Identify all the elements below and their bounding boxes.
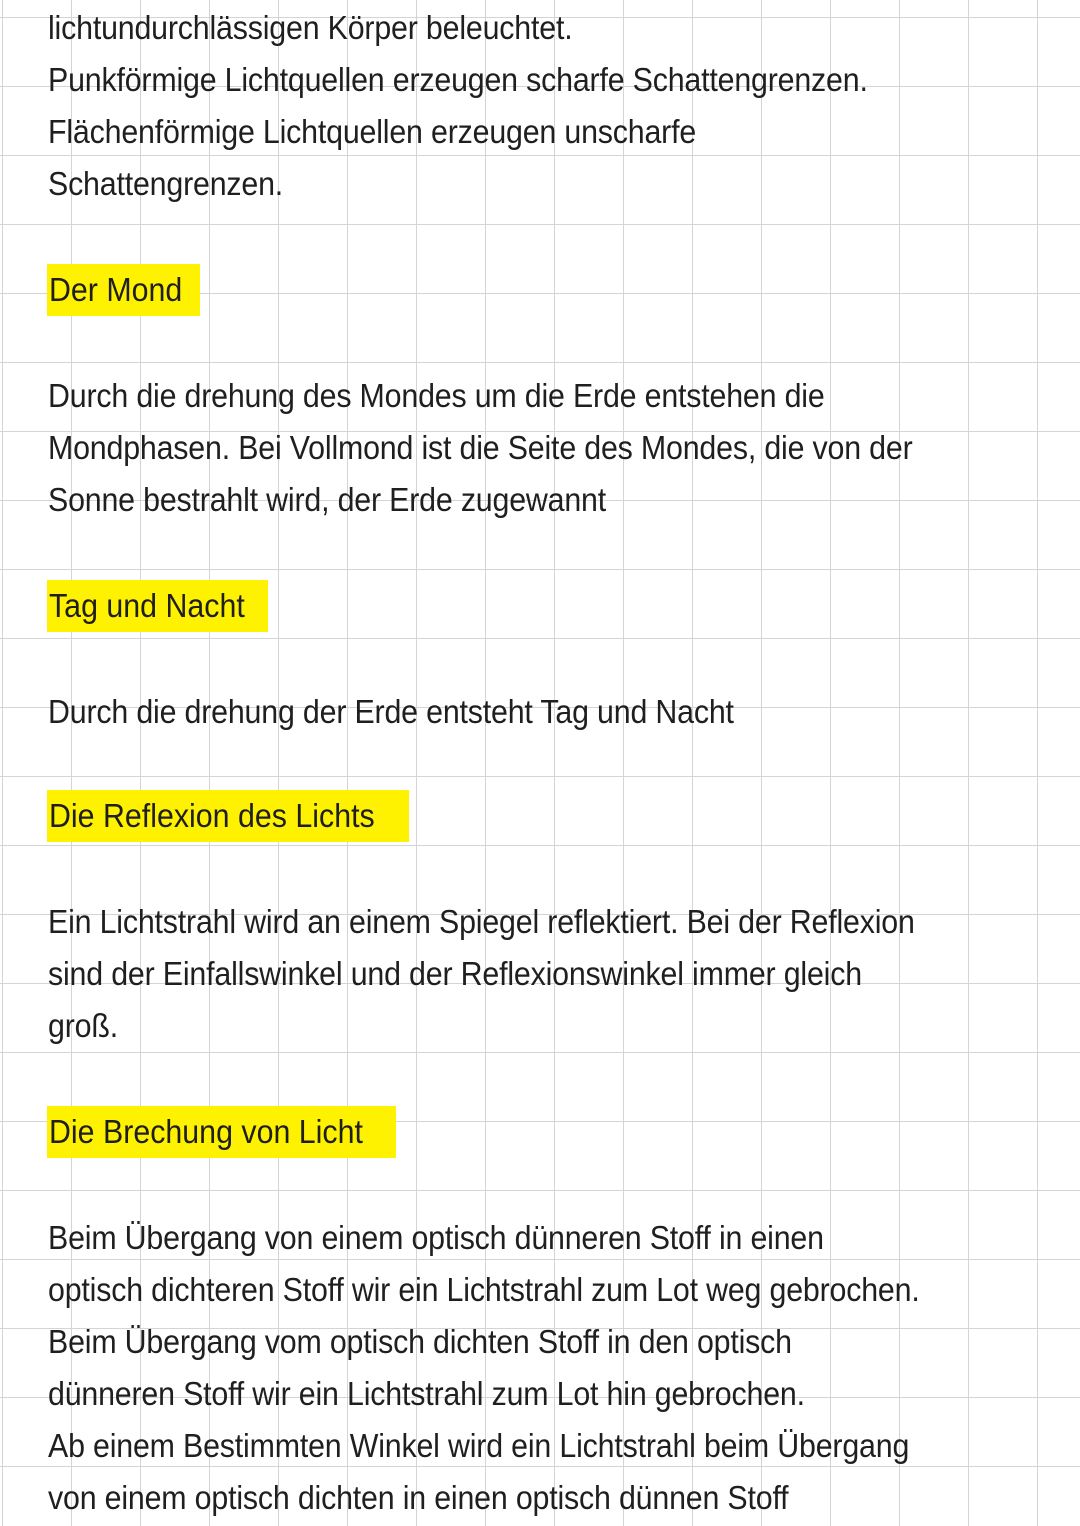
paragraph-line: Durch die drehung des Mondes um die Erde entstehen die — [48, 377, 825, 414]
intro-line: lichtundurchlässigen Körper beleuchtet. — [48, 9, 573, 46]
paragraph-line: Sonne bestrahlt wird, der Erde zugewannt — [48, 481, 607, 518]
paragraph-line: Mondphasen. Bei Vollmond ist die Seite des Mondes, die von der — [48, 429, 913, 466]
section-heading-der-mond — [47, 264, 200, 316]
section-heading-tag-und-nacht — [47, 580, 268, 632]
paragraph-line: Ab einem Bestimmten Winkel wird ein Lichtstrahl beim Übergang — [48, 1427, 910, 1464]
paragraph-line: groß. — [48, 1007, 118, 1044]
paragraph-line: Ein Lichtstrahl wird an einem Spiegel reflektiert. Bei der Reflexion — [48, 903, 915, 940]
section-heading-text: Die Brechung von Licht — [49, 1113, 363, 1150]
intro-line: Schattengrenzen. — [48, 165, 284, 202]
section-heading-brechung — [47, 1106, 396, 1158]
section-heading-text: Die Reflexion des Lichts — [49, 797, 375, 834]
paragraph-line: dünneren Stoff wir ein Lichtstrahl zum Lot hin gebrochen. — [48, 1375, 805, 1412]
paragraph-line: Beim Übergang vom optisch dichten Stoff in den optisch — [48, 1323, 792, 1360]
paragraph-line: optisch dichteren Stoff wir ein Lichtstrahl zum Lot weg gebrochen. — [48, 1271, 920, 1308]
intro-line: Flächenförmige Lichtquellen erzeugen unscharfe — [48, 113, 697, 150]
section-heading-text: Der Mond — [49, 271, 183, 308]
section-heading-text: Tag und Nacht — [49, 587, 245, 624]
paragraph-line: Beim Übergang von einem optisch dünneren Stoff in einen — [48, 1219, 824, 1256]
section-heading-reflexion — [47, 790, 409, 842]
paragraph-line: Durch die drehung der Erde entsteht Tag und Nacht — [48, 693, 734, 730]
paragraph-line: von einem optisch dichten in einen optisch dünnen Stoff — [48, 1479, 789, 1516]
paragraph-line: sind der Einfallswinkel und der Reflexionswinkel immer gleich — [48, 955, 862, 992]
intro-line: Punkförmige Lichtquellen erzeugen scharfe Schattengrenzen. — [48, 61, 868, 98]
